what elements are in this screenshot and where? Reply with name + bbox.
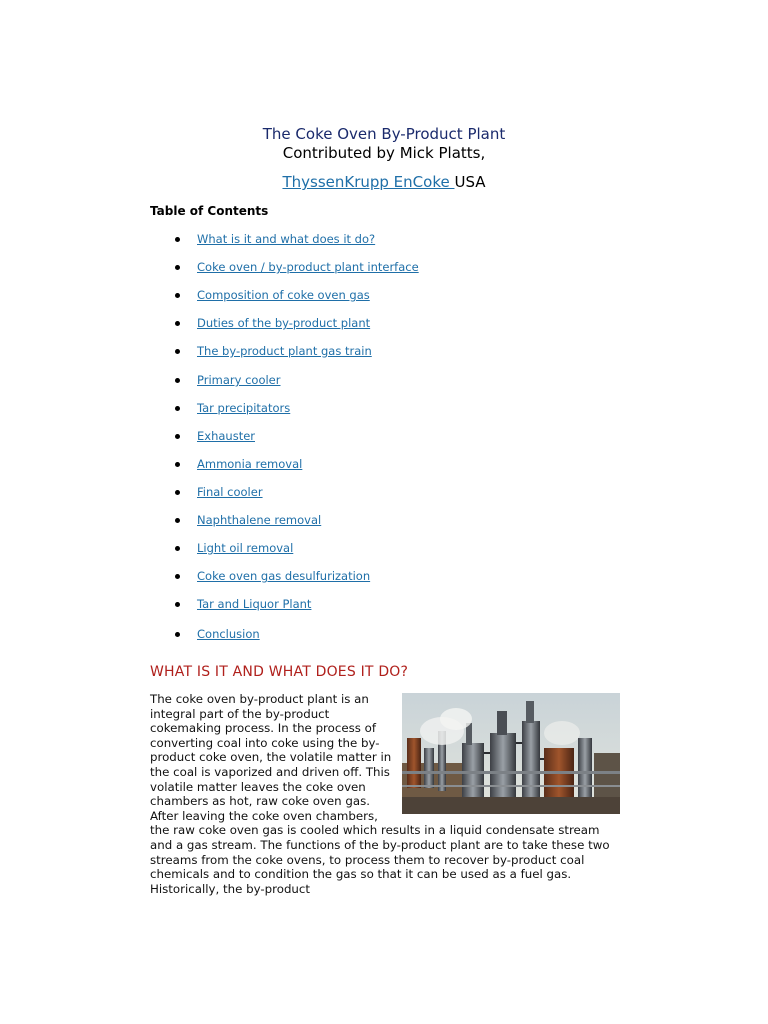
contributor-line: Contributed by Mick Platts, [282, 144, 486, 162]
bullet-icon [175, 378, 180, 383]
toc-link-ammonia-removal[interactable]: Ammonia removal [197, 457, 303, 471]
bullet-icon [175, 632, 180, 637]
bullet-icon [175, 434, 180, 439]
toc-link-final-cooler[interactable]: Final cooler [197, 485, 263, 499]
bullet-icon [175, 406, 180, 411]
bullet-icon [175, 574, 180, 579]
toc-link-interface[interactable]: Coke oven / by-product plant interface [197, 260, 419, 274]
toc-link-desulfurization[interactable]: Coke oven gas desulfurization [197, 569, 371, 583]
toc-link-composition[interactable]: Composition of coke oven gas [197, 288, 370, 302]
company-line [0, 172, 768, 192]
section-body-text: The coke oven by-product plant is an integral part of the by-product cokemaking process. In the process of converting coal into coke using the by-product coke oven, the volatile matter in the coal is vaporized and driven off. This volatile matter leaves the coke oven chambers as hot, raw coke oven gas. After leaving the coke oven chambers, the raw coke oven gas is cooled which results in a liquid condensate stream and a gas stream. The functions of the by-product plant are to take these two streams from the coke ovens, to process them to recover by-product coal chemicals and to condition the gas so that it can be used as a fuel gas. Historically, the by-product [150, 692, 610, 896]
toc-link-tar-precipitators[interactable]: Tar precipitators [197, 401, 291, 415]
toc-link-naphthalene-removal[interactable]: Naphthalene removal [197, 513, 322, 527]
bullet-icon [175, 293, 180, 298]
bullet-icon [175, 462, 180, 467]
section-heading: WHAT IS IT AND WHAT DOES IT DO? [150, 664, 409, 680]
toc-link-light-oil-removal[interactable]: Light oil removal [197, 541, 294, 555]
bullet-icon [175, 321, 180, 326]
bullet-icon [175, 349, 180, 354]
toc-link-tar-liquor-plant[interactable]: Tar and Liquor Plant [197, 597, 312, 611]
toc-link-conclusion[interactable]: Conclusion [197, 627, 260, 641]
toc-link-gas-train[interactable]: The by-product plant gas train [197, 344, 372, 358]
toc-link-exhauster[interactable]: Exhauster [197, 429, 255, 443]
plant-photo [402, 693, 620, 814]
toc-heading: Table of Contents [150, 204, 269, 218]
bullet-icon [175, 237, 180, 242]
bullet-icon [175, 265, 180, 270]
bullet-icon [175, 490, 180, 495]
section-body [150, 692, 620, 896]
company-suffix: USA [454, 173, 486, 191]
bullet-icon [175, 546, 180, 551]
document-title: The Coke Oven By-Product Plant [262, 125, 506, 143]
toc-link-duties[interactable]: Duties of the by-product plant [197, 316, 371, 330]
toc-link-what-is-it[interactable]: What is it and what does it do? [197, 232, 376, 246]
company-link[interactable]: ThyssenKrupp EnCoke [282, 173, 455, 191]
bullet-icon [175, 518, 180, 523]
toc-link-primary-cooler[interactable]: Primary cooler [197, 373, 281, 387]
bullet-icon [175, 602, 180, 607]
